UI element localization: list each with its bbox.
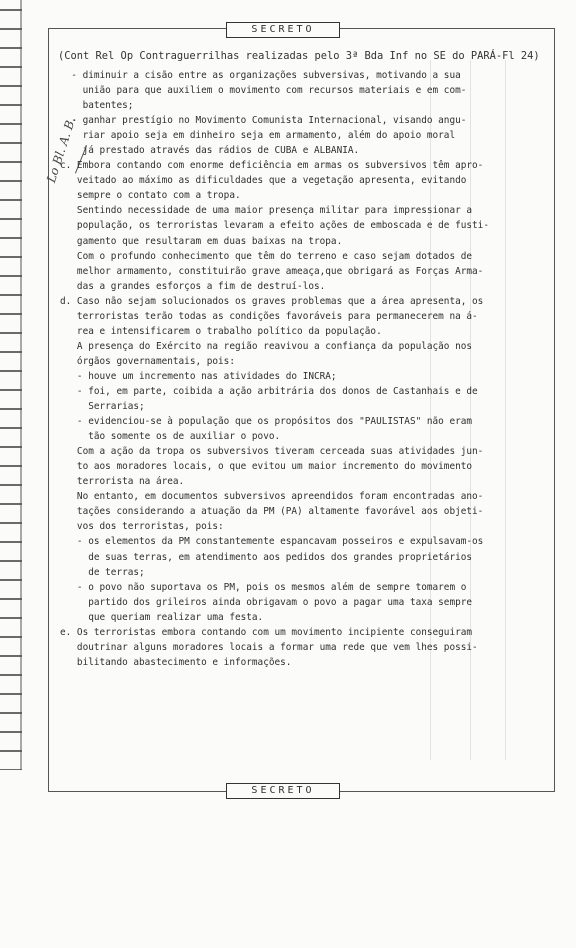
text-line: das a grandes esforços a fim de destruí-los. bbox=[60, 280, 326, 292]
text-line: d. Caso não sejam solucionados os graves problemas que a área apresenta, os bbox=[60, 295, 484, 307]
text-line: Com o profundo conhecimento que têm do terreno e caso sejam dotados de bbox=[60, 250, 473, 262]
text-line: melhor armamento, constituirão grave ameaça,que obrigará as Forças Arma- bbox=[60, 265, 484, 277]
binder-edge bbox=[20, 0, 22, 770]
text-line: tão somente os de auxiliar o povo. bbox=[60, 431, 281, 443]
text-line: Com a ação da tropa os subversivos tiveram cerceada suas atividades jun- bbox=[60, 446, 484, 458]
text-line: de terras; bbox=[60, 566, 145, 578]
text-line: - os elementos da PM constantemente espancavam posseiros e expulsavam-os bbox=[60, 536, 484, 548]
classification-stamp-top: SECRETO bbox=[226, 22, 340, 38]
text-line: Serrarias; bbox=[60, 401, 145, 413]
text-line: já prestado através das rádios de CUBA e ALBANIA. bbox=[60, 145, 360, 157]
text-line: de suas terras, em atendimento aos pedidos dos grandes proprietários bbox=[60, 551, 473, 563]
text-line: No entanto, em documentos subversivos apreendidos foram encontradas ano- bbox=[60, 491, 484, 503]
text-line: riar apoio seja em dinheiro seja em armamento, além do apoio moral bbox=[60, 130, 456, 142]
text-line: to aos moradores locais, o que evitou um maior incremento do movimento bbox=[60, 461, 473, 473]
text-line: - foi, em parte, coibida a ação arbitrária dos donos de Castanhais e de bbox=[60, 385, 478, 397]
text-line: bilitando abastecimento e informações. bbox=[60, 656, 292, 668]
text-line: união para que auxiliem o movimento com recursos materiais e em com- bbox=[60, 85, 467, 97]
text-line: órgãos governamentais, pois: bbox=[60, 355, 235, 367]
text-line: terrorista na área. bbox=[60, 476, 185, 488]
text-line: terroristas terão todas as condições favoráveis para permanecerem na á- bbox=[60, 310, 478, 322]
handwritten-margin-note: Lo Bl. A. B. bbox=[44, 115, 79, 185]
text-line: - diminuir a cisão entre as organizações subversivas, motivando a sua bbox=[60, 70, 461, 81]
document-body bbox=[60, 68, 540, 670]
binder-holes bbox=[0, 0, 22, 770]
text-line: c. Embora contando com enorme deficiência em armas os subversivos têm apro- bbox=[60, 160, 484, 172]
text-line: vos dos terroristas, pois: bbox=[60, 521, 224, 533]
text-line: tações considerando a atuação da PM (PA) altamente favorável aos objeti- bbox=[60, 506, 484, 518]
text-line: sempre o contato com a tropa. bbox=[60, 190, 241, 202]
document-header: (Cont Rel Op Contraguerrilhas realizadas pelo 3ª Bda Inf no SE do PARÁ-Fl 24) bbox=[58, 50, 540, 62]
text-line: veitado ao máximo as dificuldades que a vegetação apresenta, evitando bbox=[60, 175, 467, 187]
text-line: - houve um incremento nas atividades do INCRA; bbox=[60, 370, 337, 382]
text-line: rea e intensificarem o trabalho político da população. bbox=[60, 325, 382, 337]
text-line: - evidenciou-se à população que os propósitos dos "PAULISTAS" não eram bbox=[60, 416, 473, 428]
text-line: - o povo não suportava os PM, pois os mesmos além de sempre tomarem o bbox=[60, 581, 467, 593]
text-line: população, os terroristas levaram a efeito ações de emboscada e de fusti- bbox=[60, 220, 489, 232]
text-line: e. Os terroristas embora contando com um movimento incipiente conseguiram bbox=[60, 626, 473, 638]
text-line: batentes; bbox=[60, 100, 134, 112]
text-line: que queriam realizar uma festa. bbox=[60, 611, 264, 623]
text-line: partido dos grileiros ainda obrigavam o povo a pagar uma taxa sempre bbox=[60, 596, 473, 608]
text-line: A presença do Exército na região reavivou a confiança da população nos bbox=[60, 340, 473, 352]
text-line: doutrinar alguns moradores locais a formar uma rede que vem lhes possi- bbox=[60, 641, 478, 653]
text-line: gamento que resultaram em duas baixas na tropa. bbox=[60, 235, 343, 247]
text-line: - ganhar prestígio no Movimento Comunista Internacional, visando angu- bbox=[60, 115, 467, 127]
classification-stamp-bottom: SECRETO bbox=[226, 783, 340, 799]
text-line: Sentindo necessidade de uma maior presença militar para impressionar a bbox=[60, 205, 473, 217]
